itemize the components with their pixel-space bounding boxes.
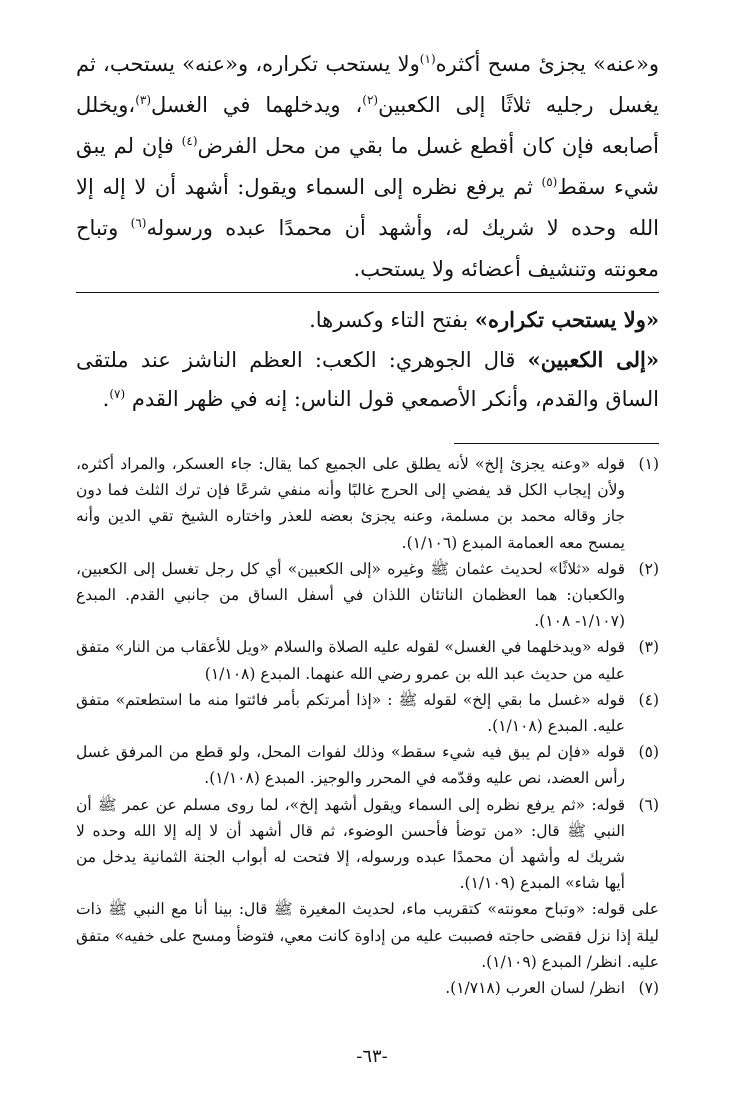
footnote-text: قوله «ويدخلهما في الغسل» لقوله عليه الصلاة والسلام «ويل للأعقاب من النار» متفق عليه من حديث عبد الله بن عمرو رضي الله عنهما. المبدع (١/١٠٨): [76, 638, 625, 683]
footnote-ref-7: (٧): [109, 387, 126, 401]
main-text-segment: فإن لم يبق شيء سقط: [76, 134, 659, 199]
footnote-number: (٦): [638, 795, 659, 814]
text-divider: [76, 292, 659, 293]
footnote-ref-2: (٢): [362, 93, 379, 107]
commentary-lemma: «ولا يستحب تكراره»: [474, 307, 659, 332]
footnote-7: [76, 975, 659, 1001]
main-text-segment: ولا يستحب تكراره، و«عنه» يستحب، ثم يغسل رجليه ثلاثًا إلى الكعبين: [76, 52, 659, 117]
commentary-item: [76, 340, 659, 419]
main-text-segment: و«عنه» يجزئ مسح أكثره: [435, 52, 659, 76]
footnote-text: قوله: «ثم يرفع نظره إلى السماء ويقول أشهد إلخ»، لما روى مسلم عن عمر ﷺ أن النبي ﷺ قال: «من توضأ فأحسن الوضوء، ثم قال أشهد أن لا إله إلا الله وحده لا شريك له وأشهد أن محمدًا عبده ورسوله، إلا فتحت له أبواب الجنة الثمانية يدخل من أيها شاء» المبدع (١/١٠٩).: [76, 795, 625, 893]
footnote-ref-5: (٥): [541, 175, 558, 189]
footnote-number: (٤): [638, 690, 659, 709]
footnote-number: (٧): [638, 979, 659, 998]
main-text-segment: ،ويخلل أصابعه فإن كان أقطع غسل ما بقي من محل الفرض: [76, 93, 659, 158]
footnote-text: قوله «غسل ما بقي إلخ» لقوله ﷺ : «إذا أمرتكم بأمر فائتوا منه ما استطعتم» متفق عليه. المبدع (١/١٠٨).: [76, 690, 625, 736]
footnote-6: [76, 792, 659, 897]
page-number: -٦٣-: [356, 1046, 388, 1067]
main-text-segment: ، ويدخلهما في الغسل: [151, 93, 363, 117]
footnote-5: [76, 739, 659, 791]
commentary-text: بفتح التاء وكسرها.: [309, 308, 475, 332]
footnote-text: قوله «ثلاثًا» لحديث عثمان ﷺ وغيره «إلى الكعبين» أي كل رجل تغسل إلى الكعبين، والكعبان: هما العظمان الناتئان اللذان في أسفل الساق من جانبي القدم. المبدع (١/١٠٧- ١٠٨).: [76, 559, 625, 631]
commentary-lemma: «إلى الكعبين»: [527, 347, 659, 372]
footnote-divider: [454, 443, 659, 444]
footnote-text: قوله «وعنه يجزئ إلخ» لأنه يطلق على الجميع كما يقال: جاء العسكر، والمراد أكثره، ولأن إيجاب الكل قد يفضي إلى الحرج غالبًا وأنه منفي شرعًا فإن ترك الثلث فما دون جاز وقاله محمد بن مسلمة، وعنه يجزئ بعضه للعذر واختاره الشيخ تقي الدين وأنه يمسح معه العمامة المبدع (١/١٠٦).: [76, 455, 625, 552]
main-text-segment: وتباح معونته وتنشيف أعضائه ولا يستحب.: [76, 216, 659, 281]
footnote-ref-3: (٣): [135, 93, 152, 107]
footnote-3: [76, 634, 659, 686]
footnotes-section: [76, 451, 659, 1001]
footnote-ref-1: (١): [419, 52, 436, 66]
footnote-number: (١): [638, 455, 659, 473]
main-text-segment: ثم يرفع نظره إلى السماء ويقول: أشهد أن لا إله إلا الله وحده لا شريك له، وأشهد أن محمدًا عبده ورسوله: [76, 175, 660, 240]
main-paragraph: [76, 44, 659, 290]
commentary-item: [76, 300, 659, 340]
footnote-number: (٢): [638, 559, 659, 578]
footnote-4: [76, 687, 659, 739]
footnote-text: قوله «فإن لم يبق فيه شيء سقط» وذلك لفوات المحل، ولو قطع من المرفق غسل رأس العضد، نص عليه وقدّمه في المحرر والوجيز. المبدع (١/١٠٨).: [76, 743, 625, 788]
footnote-text: انظر/ لسان العرب (١/٧١٨).: [445, 979, 625, 998]
footnote-text: على قوله: «وتباح معونته» كتقريب ماء، لحديث المغيرة ﷺ قال: بينا أنا مع النبي ﷺ ذات ليلة إذا نزل فقضى حاجته فصببت عليه من إداوة كانت معي، فتوضأ ومسح على خفيه» متفق عليه. انظر/ المبدع (١/١٠٩).: [76, 900, 659, 971]
footnote-ref-6: (٦): [130, 216, 147, 230]
footnote-2: [76, 556, 659, 635]
footnote-number: (٣): [638, 638, 659, 657]
footnote-6-continuation: [76, 896, 659, 975]
main-text: [76, 44, 659, 290]
footnote-ref-4: (٤): [181, 134, 198, 148]
footnote-number: (٥): [638, 743, 659, 762]
commentary-text: قال الجوهري: الكعب: العظم الناشز عند ملتقى الساق والقدم، وأنكر الأصمعي قول الناس: إنه في ظهر القدم: [76, 348, 659, 411]
footnote-1: [76, 451, 659, 556]
commentary-text: .: [102, 387, 110, 411]
commentary-section: [76, 300, 659, 419]
